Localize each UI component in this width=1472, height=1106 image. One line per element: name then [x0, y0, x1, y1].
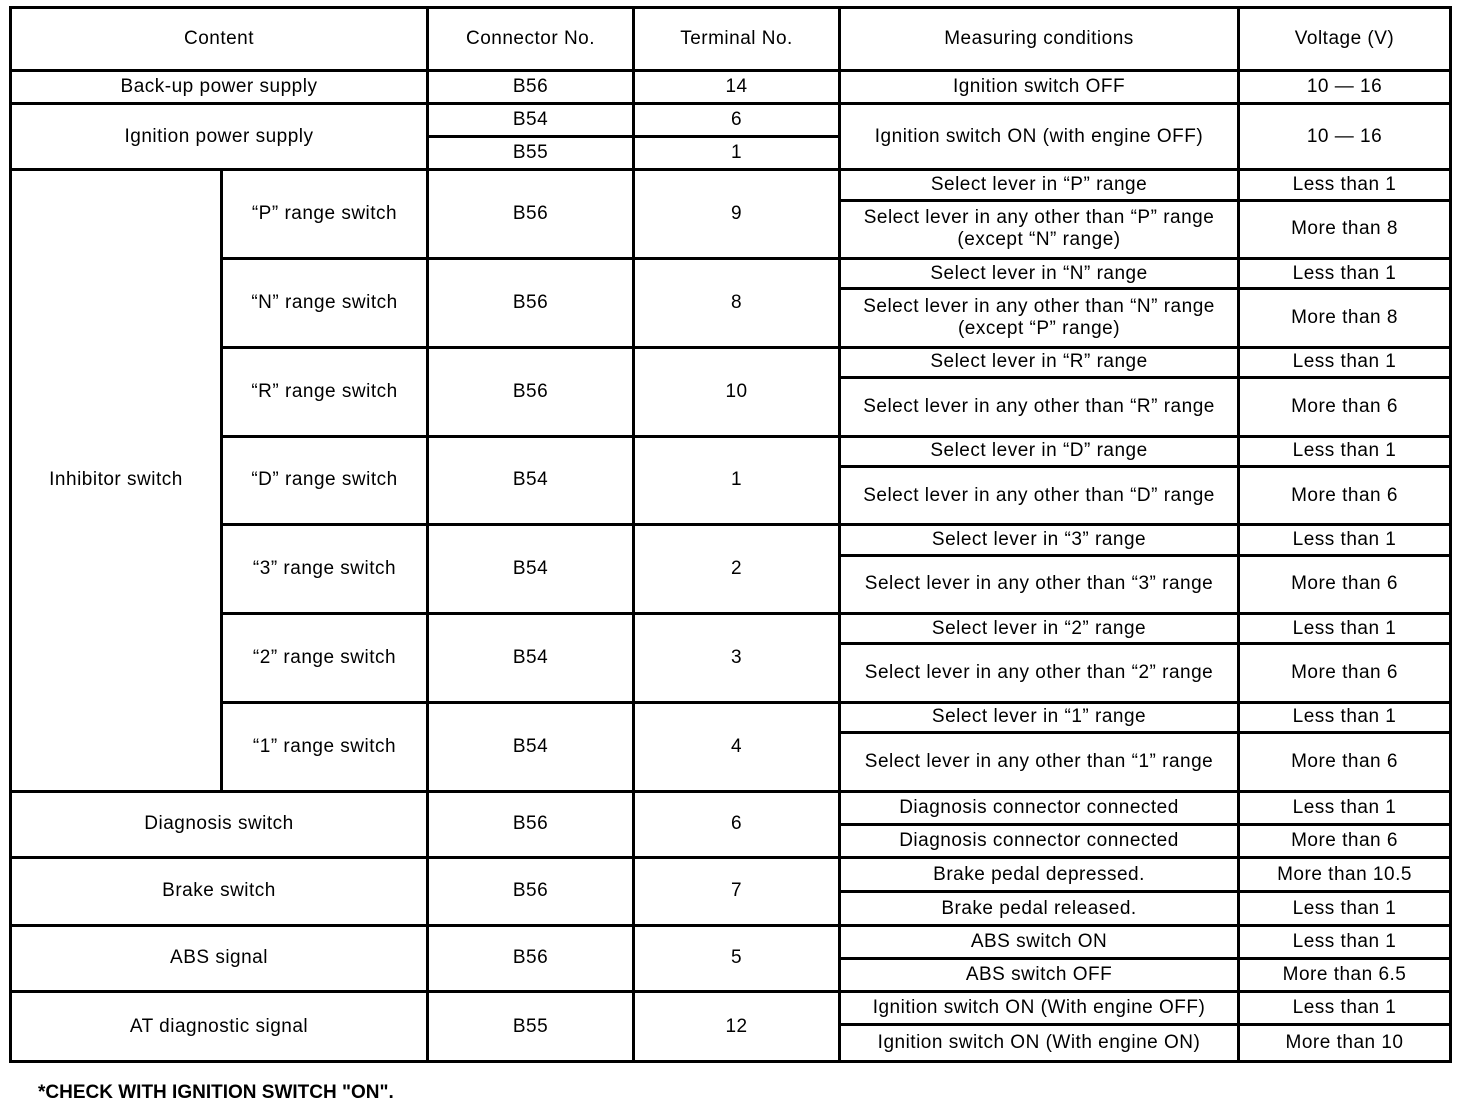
content-cell: Back-up power supply — [11, 70, 428, 103]
condition-cell: Diagnosis connector connected — [840, 824, 1239, 857]
voltage-cell: Less than 1 — [1239, 614, 1451, 644]
connector-cell: B54 — [428, 614, 634, 703]
condition-cell: ABS switch ON — [840, 925, 1239, 958]
table-row — [11, 992, 1451, 1025]
switch-name-cell: “3” range switch — [222, 525, 428, 614]
voltage-cell: More than 6 — [1239, 555, 1451, 613]
content-cell: Brake switch — [11, 858, 428, 926]
condition-cell: Select lever in any other than “3” range — [840, 555, 1239, 613]
terminal-cell: 6 — [634, 791, 840, 858]
terminal-cell: 6 — [634, 103, 840, 136]
condition-cell: Ignition switch ON (With engine OFF) — [840, 992, 1239, 1025]
voltage-cell: More than 6 — [1239, 824, 1451, 857]
voltage-cell: Less than 1 — [1239, 347, 1451, 377]
voltage-cell: More than 10.5 — [1239, 858, 1451, 892]
voltage-cell: Less than 1 — [1239, 992, 1451, 1025]
table-row — [11, 858, 1451, 892]
connector-cell: B56 — [428, 347, 634, 436]
condition-cell: Select lever in “D” range — [840, 436, 1239, 466]
terminal-cell: 3 — [634, 614, 840, 703]
condition-cell: Select lever in “1” range — [840, 702, 1239, 732]
voltage-cell: More than 6 — [1239, 378, 1451, 436]
header-row — [11, 8, 1451, 71]
terminal-cell: 7 — [634, 858, 840, 926]
terminal-cell: 1 — [634, 137, 840, 170]
condition-cell: Ignition switch ON (With engine ON) — [840, 1025, 1239, 1062]
terminal-cell: 4 — [634, 702, 840, 791]
terminal-cell: 10 — [634, 347, 840, 436]
condition-cell: Select lever in “2” range — [840, 614, 1239, 644]
terminal-cell: 2 — [634, 525, 840, 614]
switch-name-cell: “N” range switch — [222, 259, 428, 348]
table-row — [11, 170, 1451, 200]
condition-cell: Ignition switch ON (with engine OFF) — [840, 103, 1239, 170]
voltage-cell: Less than 1 — [1239, 525, 1451, 555]
header-terminal: Terminal No. — [634, 8, 840, 71]
voltage-cell: More than 6 — [1239, 733, 1451, 791]
table-row — [11, 347, 1451, 377]
condition-cell: Select lever in “3” range — [840, 525, 1239, 555]
content-cell: ABS signal — [11, 925, 428, 992]
switch-name-cell: “1” range switch — [222, 702, 428, 791]
table-row — [11, 702, 1451, 732]
voltage-cell: Less than 1 — [1239, 170, 1451, 200]
voltage-cell: More than 6.5 — [1239, 958, 1451, 991]
connector-cell: B55 — [428, 992, 634, 1062]
table-row — [11, 70, 1451, 103]
voltage-cell: More than 6 — [1239, 466, 1451, 524]
terminal-cell: 5 — [634, 925, 840, 992]
voltage-cell: Less than 1 — [1239, 259, 1451, 289]
condition-cell: Select lever in any other than “R” range — [840, 378, 1239, 436]
voltage-cell: 10 — 16 — [1239, 103, 1451, 170]
condition-cell: Select lever in any other than “2” range — [840, 644, 1239, 702]
table-row — [11, 614, 1451, 644]
terminal-cell: 8 — [634, 259, 840, 348]
connector-cell: B54 — [428, 103, 634, 136]
switch-name-cell: “P” range switch — [222, 170, 428, 259]
footnote: *CHECK WITH IGNITION SWITCH "ON". — [38, 1082, 394, 1103]
content-cell: AT diagnostic signal — [11, 992, 428, 1062]
switch-name-cell: “R” range switch — [222, 347, 428, 436]
voltage-cell: Less than 1 — [1239, 892, 1451, 925]
table-row — [11, 925, 1451, 958]
voltage-spec-table — [9, 6, 1452, 1063]
condition-cell: Select lever in any other than “D” range — [840, 466, 1239, 524]
content-cell: Diagnosis switch — [11, 791, 428, 858]
connector-cell: B54 — [428, 702, 634, 791]
connector-cell: B55 — [428, 137, 634, 170]
header-conditions: Measuring conditions — [840, 8, 1239, 71]
switch-name-cell: “2” range switch — [222, 614, 428, 703]
header-content: Content — [11, 8, 428, 71]
connector-cell: B56 — [428, 259, 634, 348]
terminal-cell: 1 — [634, 436, 840, 525]
voltage-cell: More than 10 — [1239, 1025, 1451, 1062]
table-row — [11, 436, 1451, 466]
connector-cell: B56 — [428, 858, 634, 926]
condition-cell: Select lever in any other than “N” range (except “P” range) — [840, 289, 1239, 347]
terminal-cell: 14 — [634, 70, 840, 103]
condition-cell: Select lever in any other than “P” range (except “N” range) — [840, 200, 1239, 258]
condition-cell: Diagnosis connector connected — [840, 791, 1239, 824]
connector-cell: B56 — [428, 925, 634, 992]
voltage-cell: Less than 1 — [1239, 702, 1451, 732]
voltage-cell: 10 — 16 — [1239, 70, 1451, 103]
condition-cell: ABS switch OFF — [840, 958, 1239, 991]
table-row — [11, 791, 1451, 824]
connector-cell: B56 — [428, 791, 634, 858]
connector-cell: B56 — [428, 70, 634, 103]
header-voltage: Voltage (V) — [1239, 8, 1451, 71]
voltage-cell: More than 6 — [1239, 644, 1451, 702]
condition-cell: Select lever in any other than “1” range — [840, 733, 1239, 791]
voltage-cell: More than 8 — [1239, 289, 1451, 347]
terminal-cell: 12 — [634, 992, 840, 1062]
condition-cell: Brake pedal depressed. — [840, 858, 1239, 892]
switch-name-cell: “D” range switch — [222, 436, 428, 525]
voltage-cell: Less than 1 — [1239, 791, 1451, 824]
connector-cell: B54 — [428, 436, 634, 525]
condition-cell: Brake pedal released. — [840, 892, 1239, 925]
condition-cell: Select lever in “R” range — [840, 347, 1239, 377]
terminal-cell: 9 — [634, 170, 840, 259]
content-cell: Ignition power supply — [11, 103, 428, 170]
inhibitor-switch-label: Inhibitor switch — [11, 170, 222, 791]
connector-cell: B56 — [428, 170, 634, 259]
voltage-cell: More than 8 — [1239, 200, 1451, 258]
condition-cell: Select lever in “N” range — [840, 259, 1239, 289]
table-row — [11, 259, 1451, 289]
connector-cell: B54 — [428, 525, 634, 614]
voltage-cell: Less than 1 — [1239, 925, 1451, 958]
condition-cell: Select lever in “P” range — [840, 170, 1239, 200]
voltage-cell: Less than 1 — [1239, 436, 1451, 466]
condition-cell: Ignition switch OFF — [840, 70, 1239, 103]
table-row — [11, 103, 1451, 136]
table-row — [11, 525, 1451, 555]
header-connector: Connector No. — [428, 8, 634, 71]
